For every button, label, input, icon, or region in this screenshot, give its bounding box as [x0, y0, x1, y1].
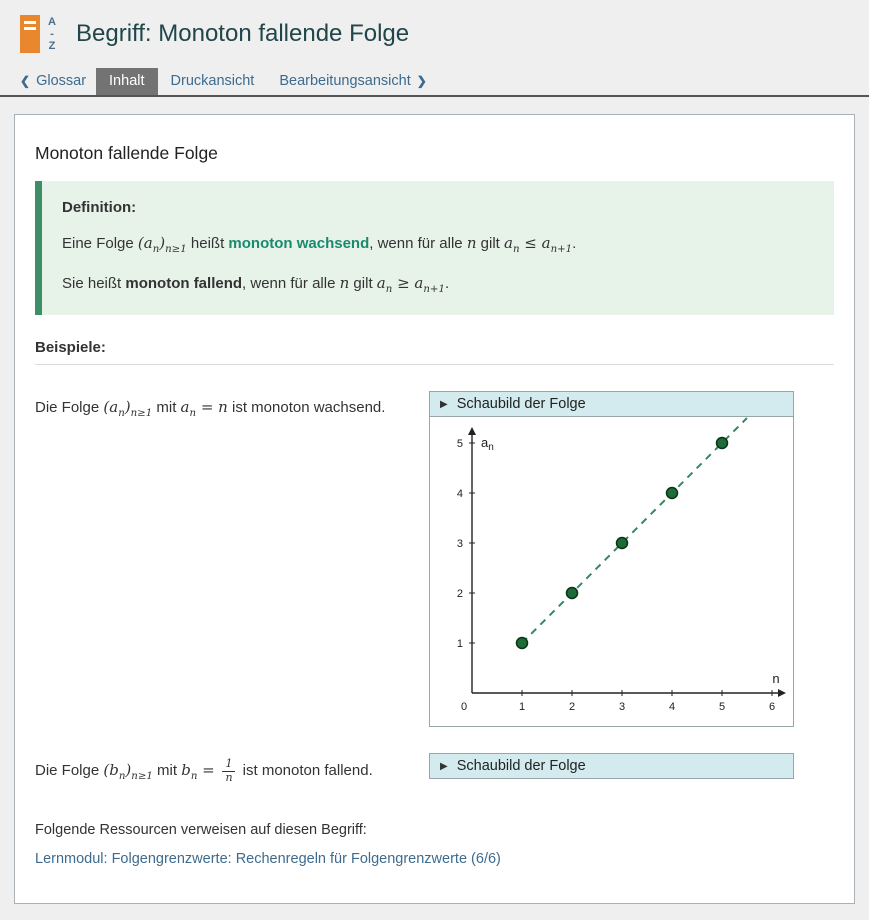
svg-text:n: n: [772, 671, 780, 686]
bearbeitungsansicht-link[interactable]: [267, 68, 436, 95]
definition-line-1: Eine Folge $(a_n)_{n\ge 1}$ heißt monoton wachsend, wenn für alle n gilt $a_n \le a_{n+1}$.: [62, 234, 577, 255]
svg-text:1: 1: [456, 638, 463, 650]
definition-line-2: Sie heißt monoton fallend, wenn für alle n gilt $a_n \ge a_{n+1}$.: [62, 273, 450, 295]
chevron-right-icon: ❯: [416, 74, 427, 88]
bearbeitungsansicht-label: Bearbeitungsansicht: [279, 73, 411, 89]
svg-text:5: 5: [456, 438, 463, 450]
svg-text:5: 5: [718, 701, 726, 713]
example-2-text: Die Folge $(b_n)_{n\ge 1}$ mit $b_n$ = $\frac{1}{n}$ ist monoton fallend.: [35, 757, 373, 784]
glossar-back-label: Glossar: [36, 73, 87, 89]
example-1-text: Die Folge $(a_n)_{n\ge 1}$ mit $a_n = n$ ist monoton wachsend.: [35, 398, 386, 419]
az-dash: -: [50, 27, 54, 40]
term-link-monoton-wachsend[interactable]: monoton wachsend: [228, 235, 370, 252]
triangle-right-icon: ▶: [440, 398, 448, 410]
az-letter-z: Z: [48, 40, 56, 53]
definition-box: [35, 181, 834, 315]
schaubild-panel-2-header[interactable]: [429, 753, 794, 779]
svg-text:3: 3: [618, 701, 626, 713]
svg-text:4: 4: [668, 701, 676, 713]
svg-text:2: 2: [456, 588, 463, 600]
lernmodul-link[interactable]: Lernmodul: Folgengrenzwerte: Rechenregeln für Folgengrenzwerte (6/6): [35, 851, 501, 868]
examples-heading: Beispiele:: [35, 339, 106, 356]
content-title: Monoton fallende Folge: [35, 143, 218, 163]
tab-inhalt[interactable]: Inhalt: [96, 68, 157, 95]
example-row-2: [35, 753, 834, 784]
svg-text:an: $a_n$: [481, 435, 494, 453]
example-row-1: [35, 391, 834, 727]
az-letter-a: A: [48, 15, 56, 28]
resources-text: Folgende Ressourcen verweisen auf diesen Begriff:: [35, 822, 367, 839]
schaubild-panel-1-header[interactable]: [429, 391, 794, 417]
svg-text:1: 1: [518, 701, 526, 713]
svg-text:4: 4: [456, 488, 463, 500]
az-letters: [44, 14, 60, 54]
schaubild-panel-2-label: Schaubild der Folge: [456, 758, 586, 774]
book-spine-icon: [20, 15, 40, 53]
definition-heading: Definition:: [62, 199, 137, 216]
svg-text:6: 6: [768, 701, 776, 713]
resources-section: [35, 822, 834, 867]
svg-text:3: 3: [456, 538, 463, 550]
triangle-right-icon: ▶: [440, 760, 448, 772]
chevron-left-icon: ❮: [20, 74, 31, 88]
page-header: [0, 0, 869, 62]
schaubild-panel-1: [429, 391, 794, 727]
schaubild-panel-2: [429, 753, 794, 779]
tab-druckansicht[interactable]: Druckansicht: [170, 73, 255, 89]
fraction: $\frac{1}{n}$: [222, 758, 235, 784]
svg-text:2: 2: [568, 701, 576, 713]
sequence-chart: [429, 417, 794, 727]
content-card: [14, 114, 855, 904]
schaubild-panel-1-label: Schaubild der Folge: [456, 396, 586, 412]
tab-bar: [0, 68, 869, 97]
glossar-back-link[interactable]: [20, 68, 96, 95]
svg-text:0: 0: [460, 701, 468, 713]
sequence-chart-svg: [430, 417, 793, 725]
page-title: Begriff: Monoton fallende Folge: [76, 20, 410, 47]
examples-divider: [35, 364, 834, 365]
glossary-az-icon: [18, 12, 62, 56]
